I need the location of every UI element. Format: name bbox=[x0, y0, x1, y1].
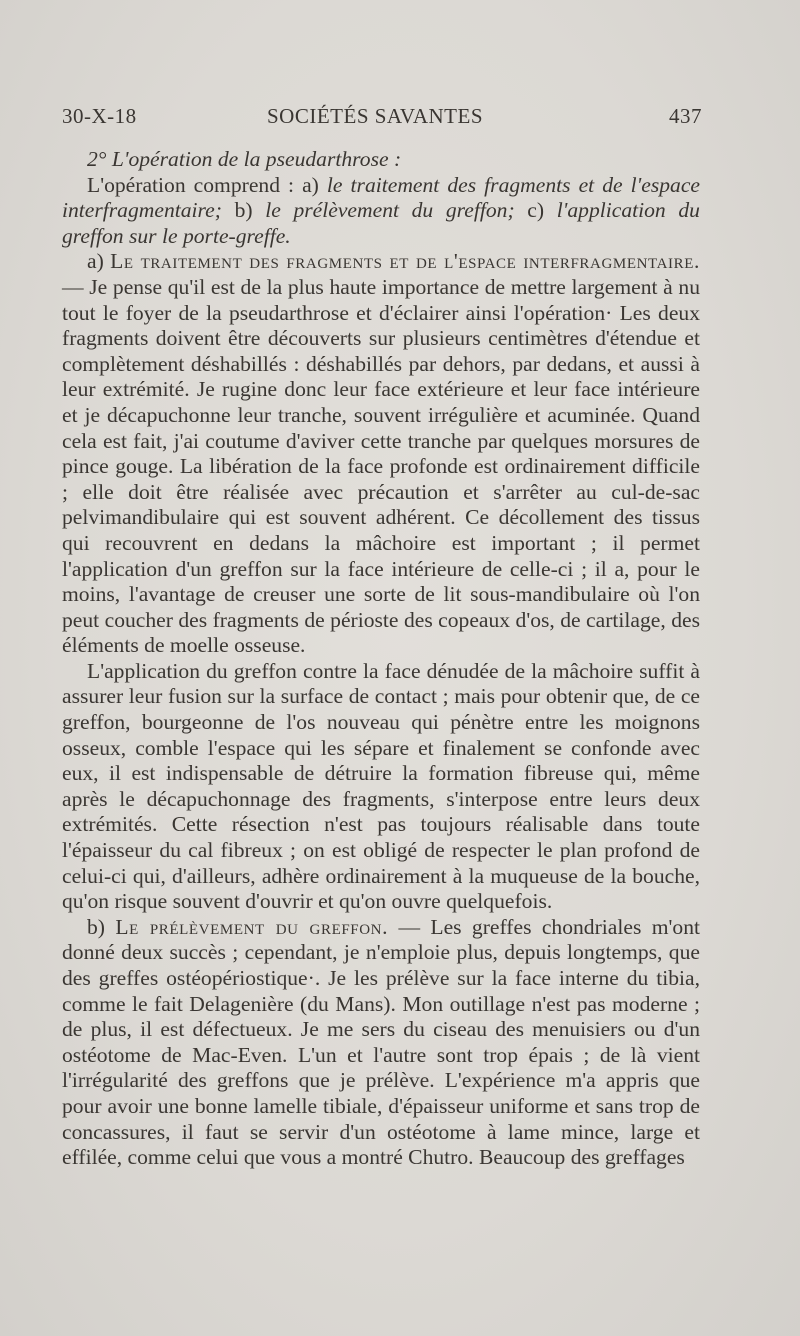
graft-harvest-paragraph bbox=[62, 915, 700, 1171]
header-date: 30-X-18 bbox=[62, 104, 137, 128]
subsection-a-heading: Le traitement des fragments et de l'espace interfragmentaire. bbox=[110, 249, 700, 274]
outline-item-a: le traitement des fragments et de l'espace interfragmentaire; bbox=[62, 172, 700, 223]
outline-intro: L'opération comprend : a) bbox=[87, 172, 327, 197]
outline-sep-c: c) bbox=[514, 198, 557, 223]
subsection-b-heading: Le prélèvement du greffon. bbox=[115, 914, 389, 939]
section-heading bbox=[62, 147, 700, 173]
subsection-a-label: a) bbox=[87, 249, 111, 274]
running-header bbox=[62, 104, 702, 140]
graft-application-paragraph bbox=[62, 659, 700, 915]
operation-outline-paragraph bbox=[62, 173, 700, 250]
body-text bbox=[62, 147, 700, 1171]
outline-item-b: le prélèvement du greffon; bbox=[265, 198, 515, 223]
header-title: SOCIÉTÉS SAVANTES bbox=[267, 104, 484, 128]
subsection-b-label: b) bbox=[87, 914, 116, 939]
page-number: 437 bbox=[669, 104, 702, 128]
outline-item-c: l'application du greffon sur le porte-greffe. bbox=[62, 198, 700, 248]
fragments-treatment-paragraph bbox=[62, 249, 700, 659]
section-heading-text: 2° L'opération de la pseudarthrose : bbox=[87, 147, 402, 171]
subsection-a-text: — Je pense qu'il est de la plus haute importance de mettre largement à nu tout le foyer de la pseudarthrose et d'éclairer ainsi l'opération· Les deux fragments doivent être découverts sur plusieurs centimètres d'étendue et complètement déshabillés : déshabillés par dehors, par dedans, et aussi à leur extrémité. Je rugine donc leur face extérieure et leur face intérieure et je décapuchonne leur tranche, souvent irrégulière et acuminée. Quand cela est fait, j'ai coutume d'aviver cette tranche par quelques morsures de pince gouge. La libération de la face profonde est ordinairement difficile ; elle doit être réalisée avec précaution et s'arrêter au cul-de-sac pelvimandibulaire qui est souvent adhérent. Ce décollement des tissus qui recouvrent en dedans la mâchoire est important ; il permet l'application d'un greffon sur la face intérieure de celle-ci ; il a, pour le moins, l'avantage de creuser une sorte de lit sous-mandibulaire où l'on peut coucher des fragments de périoste des copeaux d'os, de cartilage, des éléments de moelle osseuse. bbox=[62, 274, 700, 658]
subsection-b-text: — Les greffes chondriales m'ont donné deux succès ; cependant, je n'emploie plus, depuis longtemps, que des greffes ostéopériostique·. Je les prélève sur la face interne du tibia, comme le fait Delagenière (du Mans). Mon outillage n'est pas moderne ; de plus, il est défectueux. Je me sers du ciseau des menuisiers ou d'un ostéotome de Mac-Even. L'un et l'autre sont trop épais ; de là vient l'irrégularité des greffons que je prélève. L'expérience m'a appris que pour avoir une bonne lamelle tibiale, d'épaisseur uniforme et sans trop de concassures, il faut se servir d'un ostéotome à lame mince, large et effilée, comme celui que vous a montré Chutro. Beaucoup des greffages bbox=[62, 914, 700, 1170]
graft-application-text: L'application du greffon contre la face dénudée de la mâchoire suffit à assurer leur fusion sur la surface de contact ; mais pour obtenir que, de ce greffon, bourgeonne de l'os nouveau qui pénètre entre les moignons osseux, comble l'espace qui les sépare et finalement se confonde avec eux, il est indispensable de détruire la formation fibreuse qui, même après le décapuchonnage des fragments, s'interpose entre leurs deux extrémités. Cette résection n'est pas toujours réalisable dans toute l'épaisseur du cal fibreux ; on est obligé de respecter le plan profond de celui-ci qui, d'ailleurs, adhère ordinairement à la muqueuse de la bouche, qu'on risque souvent d'ouvrir et qu'on ouvre quelquefois. bbox=[62, 658, 700, 914]
outline-sep-b: b) bbox=[221, 198, 266, 223]
